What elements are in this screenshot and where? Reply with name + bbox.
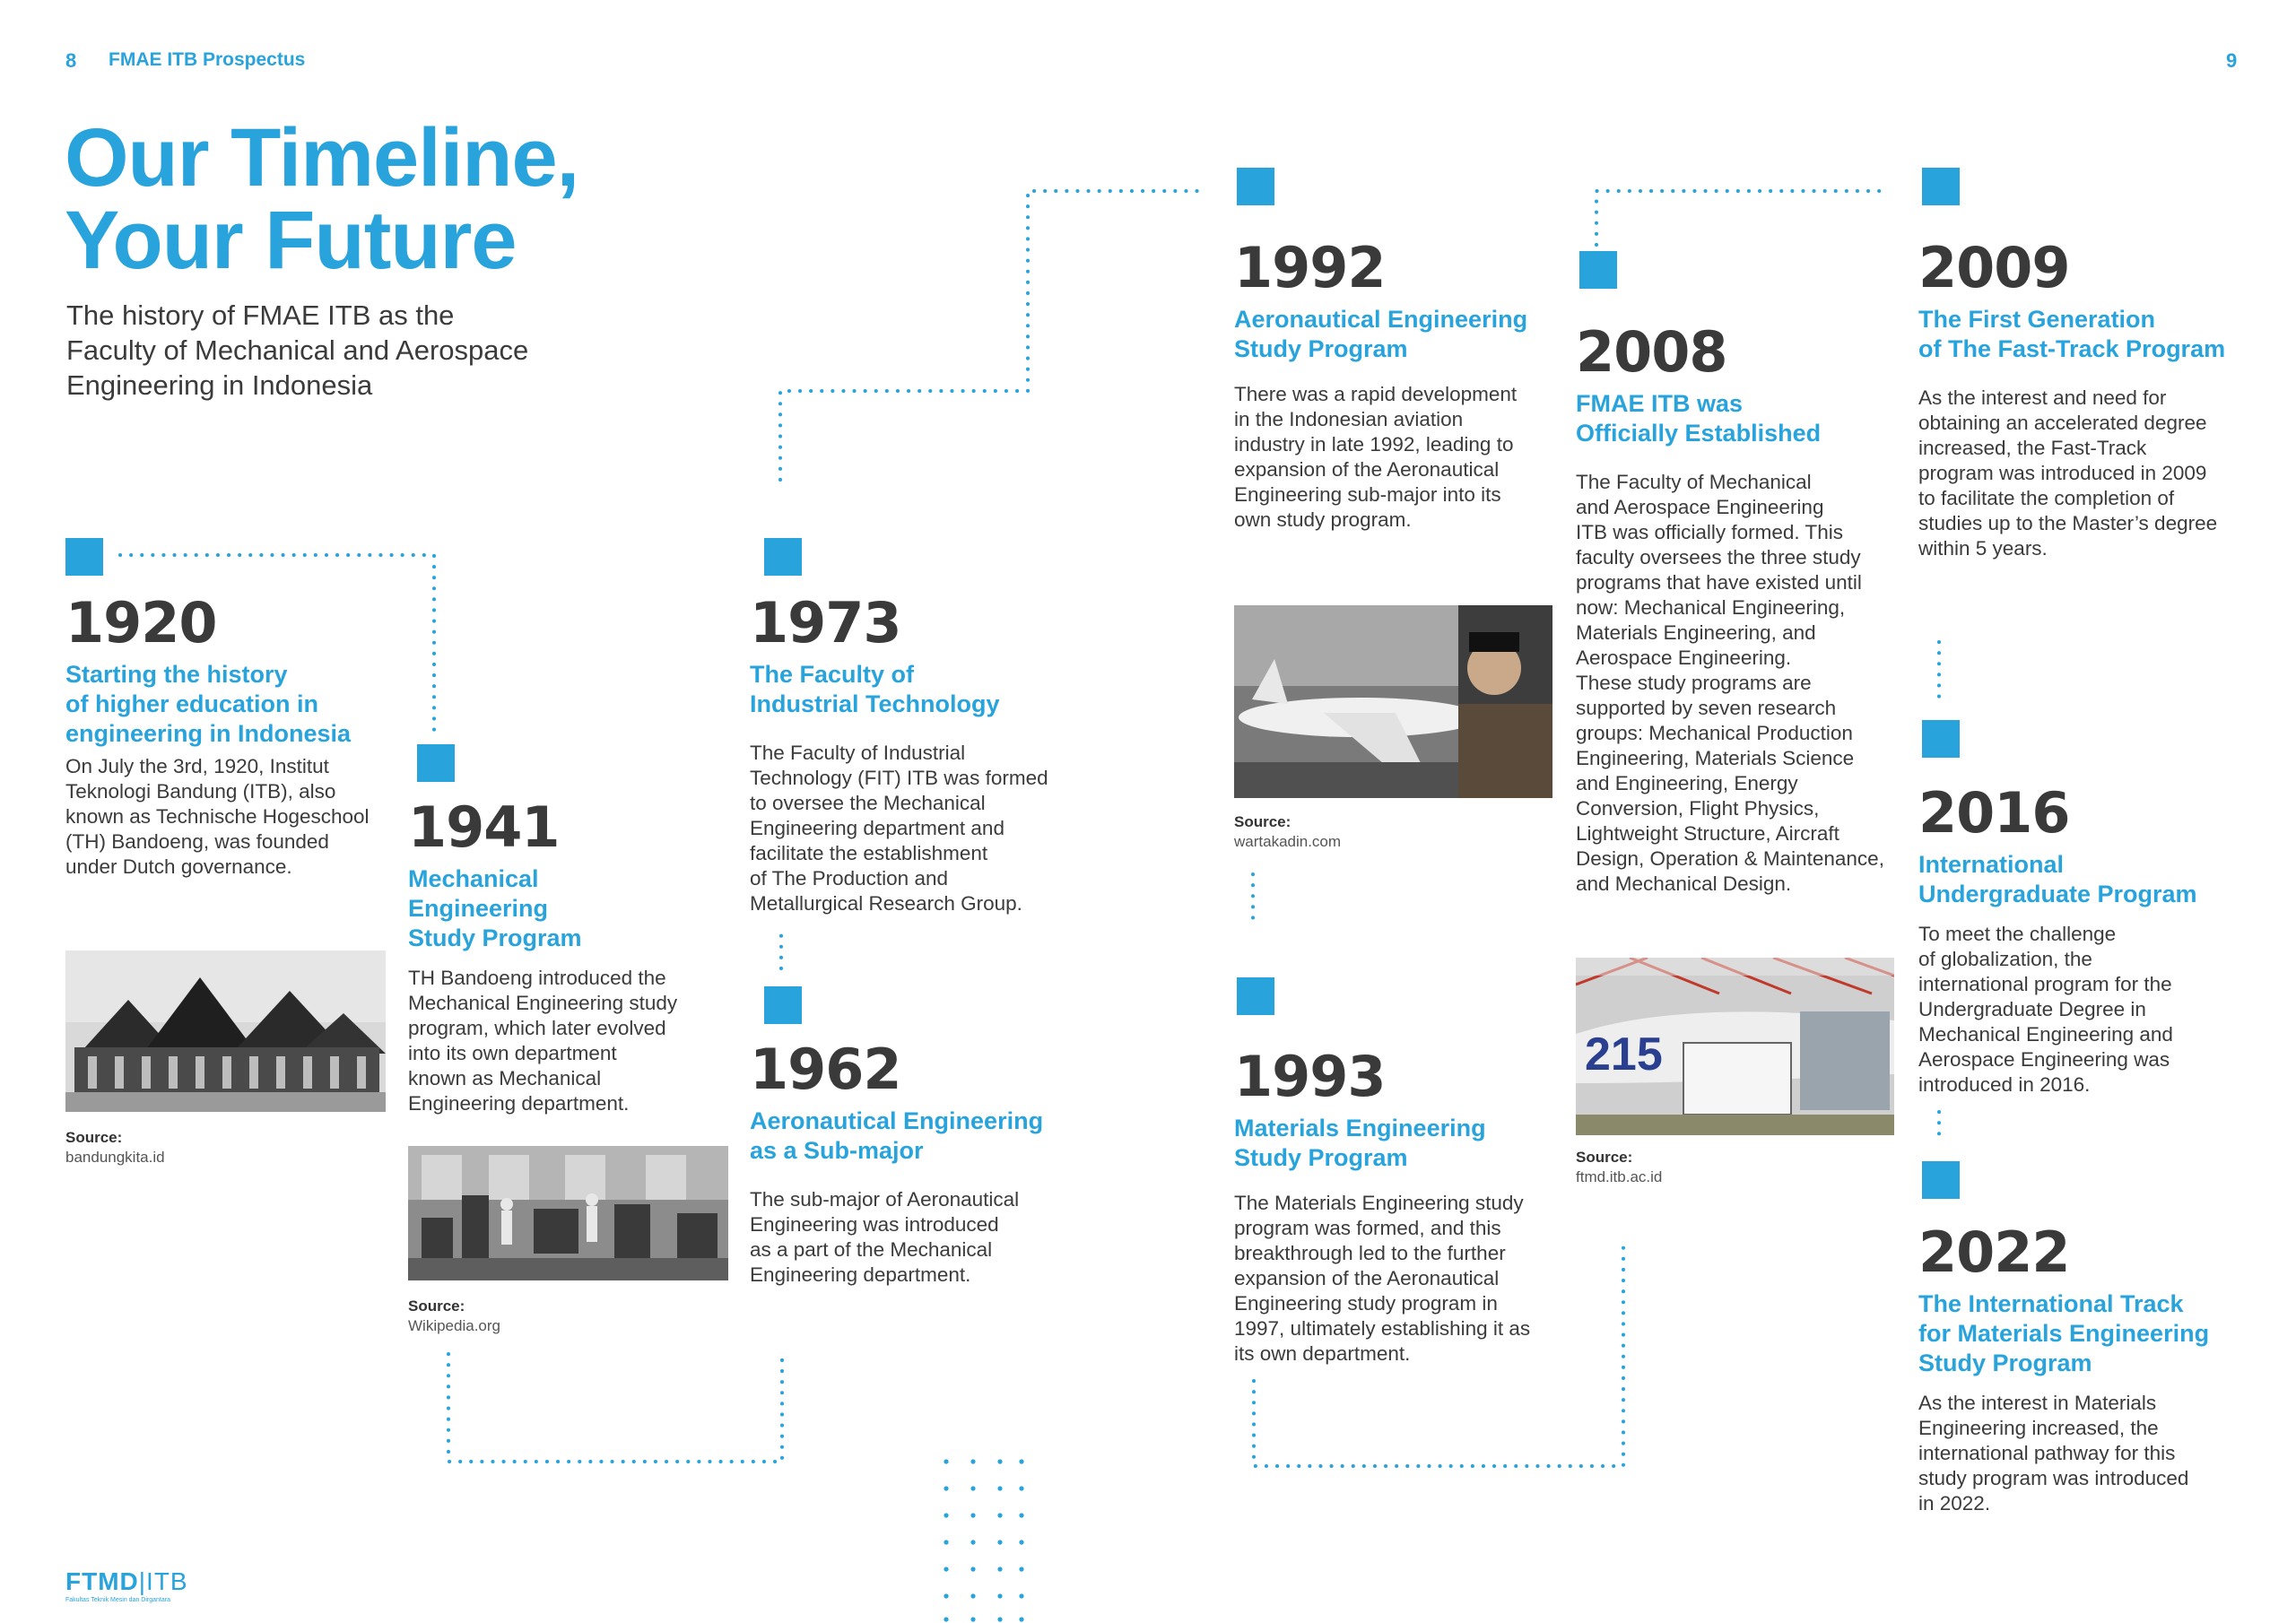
photo-mechanical-workshop	[408, 1146, 728, 1280]
event-title-line: International	[1918, 851, 2065, 878]
description-line: program was formed, and this	[1234, 1217, 1501, 1239]
image-source-1920	[65, 1128, 165, 1167]
svg-text:215: 215	[1585, 1028, 1663, 1081]
timeline-marker-2009	[1922, 168, 1960, 205]
event-year: 1992	[1234, 235, 1386, 300]
timeline-entry-1941	[408, 794, 713, 1116]
event-title-line: Study Program	[408, 924, 582, 951]
description-line: obtaining an accelerated degree	[1918, 412, 2207, 434]
timeline-entry-1973	[750, 590, 1091, 916]
description-line: as a part of the Mechanical	[750, 1238, 993, 1261]
event-year: 1920	[65, 590, 217, 655]
timeline-entry-1920	[65, 590, 397, 880]
event-description	[1234, 382, 1575, 533]
description-line: groups: Mechanical Production	[1576, 722, 1853, 744]
description-line: The sub-major of Aeronautical	[750, 1188, 1020, 1211]
event-title	[65, 660, 397, 749]
event-description	[1918, 386, 2277, 561]
description-line: Engineering sub-major into its	[1234, 483, 1501, 506]
timeline-marker-2022	[1922, 1161, 1960, 1199]
description-line: increased, the Fast-Track	[1918, 437, 2147, 459]
description-line: own study program.	[1234, 508, 1412, 531]
description-line: into its own department	[408, 1042, 617, 1064]
timeline-entry-2016	[1918, 780, 2277, 1098]
event-title-line: Starting the history	[65, 661, 288, 688]
event-title-line: Officially Established	[1576, 420, 1822, 447]
logo-subtitle: Fakultas Teknik Mesin dan Dirgantara	[65, 1597, 170, 1603]
description-line: To meet the challenge	[1918, 923, 2117, 945]
description-line: known as Technische Hogeschool	[65, 805, 370, 828]
timeline-marker-1992	[1237, 168, 1274, 205]
description-line: its own department.	[1234, 1342, 1411, 1365]
description-line: studies up to the Master’s degree	[1918, 512, 2218, 534]
timeline-entry-1992	[1234, 235, 1575, 533]
timeline-marker-2016	[1922, 720, 1960, 758]
description-line: within 5 years.	[1918, 537, 2048, 560]
description-line: Engineering was introduced	[750, 1213, 999, 1236]
description-line: The Faculty of Industrial	[750, 742, 966, 764]
description-line: program, which later evolved	[408, 1017, 666, 1039]
event-title	[1918, 305, 2277, 364]
description-line: Engineering study program in	[1234, 1292, 1498, 1315]
source-label: Source:	[1234, 813, 1292, 830]
description-line: Mechanical Engineering study	[408, 992, 678, 1014]
event-description	[750, 1187, 1091, 1288]
timeline-entry-1962	[750, 1037, 1091, 1288]
description-line: programs that have existed until	[1576, 571, 1862, 594]
event-title	[1234, 305, 1575, 364]
event-title-line: The International Track	[1918, 1290, 2184, 1317]
event-title-line: Industrial Technology	[750, 690, 1000, 717]
logo-separator: |	[138, 1567, 147, 1595]
logo-wordmark	[65, 1567, 188, 1596]
description-line: now: Mechanical Engineering,	[1576, 596, 1846, 619]
event-description	[1576, 470, 1912, 897]
event-title-line: Materials Engineering	[1234, 1115, 1486, 1141]
image-source-1992	[1234, 812, 1341, 852]
subtitle-line: Engineering in Indonesia	[66, 369, 373, 401]
source-value: ftmd.itb.ac.id	[1576, 1168, 1663, 1185]
timeline-marker-1941	[417, 744, 455, 782]
event-year: 2016	[1918, 780, 2070, 846]
event-title-line: FMAE ITB was	[1576, 390, 1744, 417]
event-title	[1918, 850, 2277, 909]
event-title-line: Aeronautical Engineering	[1234, 306, 1528, 333]
event-title	[1576, 389, 1912, 448]
timeline-entry-2022	[1918, 1219, 2277, 1516]
description-line: of The Production and	[750, 867, 948, 890]
description-line: (TH) Bandoeng, was founded	[65, 830, 329, 853]
page-title-line-2: Your Future	[65, 195, 517, 286]
description-line: to facilitate the completion of	[1918, 487, 2175, 509]
logo-ftmd: FTMD	[65, 1567, 139, 1595]
description-line: international program for the	[1918, 973, 2172, 995]
timeline-marker-1973	[764, 538, 802, 576]
document-title: FMAE ITB Prospectus	[109, 49, 306, 70]
description-line: in 2022.	[1918, 1492, 1991, 1515]
description-line: On July the 3rd, 1920, Institut	[65, 755, 329, 777]
description-line: industry in late 1992, leading to	[1234, 433, 1514, 456]
event-title-line: The First Generation	[1918, 306, 2156, 333]
event-title-line: Undergraduate Program	[1918, 881, 2197, 907]
description-line: facilitate the establishment	[750, 842, 988, 864]
description-line: Engineering increased, the	[1918, 1417, 2159, 1439]
event-year: 1941	[408, 794, 560, 860]
description-line: and Aerospace Engineering	[1576, 496, 1824, 518]
description-line: Lightweight Structure, Aircraft	[1576, 822, 1839, 845]
event-title	[750, 660, 1091, 719]
description-line: breakthrough led to the further	[1234, 1242, 1506, 1264]
source-label: Source:	[1576, 1149, 1633, 1166]
description-line: Design, Operation & Maintenance,	[1576, 847, 1884, 870]
description-line: The Materials Engineering study	[1234, 1192, 1524, 1214]
description-line: Engineering department.	[408, 1092, 630, 1115]
description-line: As the interest in Materials	[1918, 1392, 2157, 1414]
description-line: in the Indonesian aviation	[1234, 408, 1464, 430]
timeline-marker-1920	[65, 538, 103, 576]
event-year: 1973	[750, 590, 901, 655]
source-label: Source:	[65, 1129, 123, 1146]
event-year: 2022	[1918, 1219, 2070, 1285]
timeline-entry-1993	[1234, 1044, 1575, 1367]
description-line: As the interest and need for	[1918, 386, 2167, 409]
timeline-marker-1993	[1237, 977, 1274, 1015]
description-line: Engineering, Materials Science	[1576, 747, 1855, 769]
event-title-line: Engineering	[408, 895, 549, 922]
event-description	[1234, 1191, 1575, 1367]
page-number-left: 8	[65, 49, 77, 72]
image-source-1941	[408, 1297, 500, 1336]
event-description	[408, 966, 713, 1116]
event-title-line: of The Fast-Track Program	[1918, 335, 2226, 362]
description-line: and Mechanical Design.	[1576, 872, 1792, 895]
event-title	[408, 864, 713, 953]
event-year: 1962	[750, 1037, 901, 1102]
event-title-line: engineering in Indonesia	[65, 720, 352, 747]
ftmd-itb-logo	[65, 1567, 188, 1604]
photo-aircraft-model	[1234, 605, 1552, 798]
description-line: Aerospace Engineering was	[1918, 1048, 2170, 1071]
description-line: Conversion, Flight Physics,	[1576, 797, 1820, 820]
description-line: Technology (FIT) ITB was formed	[750, 767, 1048, 789]
description-line: Materials Engineering, and	[1576, 621, 1816, 644]
event-title	[750, 1107, 1091, 1166]
event-year: 2009	[1918, 235, 2070, 300]
subtitle-line: The history of FMAE ITB as the	[66, 299, 455, 331]
description-line: known as Mechanical	[408, 1067, 602, 1089]
description-line: faculty oversees the three study	[1576, 546, 1861, 568]
timeline-entry-2008	[1576, 319, 1912, 897]
description-line: and Engineering, Energy	[1576, 772, 1798, 794]
subtitle-line: Faculty of Mechanical and Aerospace	[66, 334, 529, 366]
description-line: program was introduced in 2009	[1918, 462, 2207, 484]
description-line: expansion of the Aeronautical	[1234, 1267, 1500, 1289]
description-line: Metallurgical Research Group.	[750, 892, 1022, 915]
page-title-line-1: Our Timeline,	[65, 112, 579, 204]
timeline-entry-2009	[1918, 235, 2277, 561]
description-line: Mechanical Engineering and	[1918, 1023, 2173, 1046]
description-line: Engineering department and	[750, 817, 1004, 839]
source-value: bandungkita.id	[65, 1149, 165, 1166]
description-line: 1997, ultimately establishing it as	[1234, 1317, 1531, 1340]
event-title	[1234, 1114, 1575, 1173]
description-line: The Faculty of Mechanical	[1576, 471, 1812, 493]
logo-itb: ITB	[146, 1567, 188, 1595]
timeline-marker-1962	[764, 986, 802, 1024]
event-description	[750, 741, 1091, 916]
event-title	[1918, 1289, 2277, 1378]
event-title-line: The Faculty of	[750, 661, 915, 688]
source-label: Source:	[408, 1298, 465, 1315]
event-title-line: of higher education in	[65, 690, 318, 717]
page-number-right: 9	[2226, 49, 2238, 72]
photo-aircraft-hangar	[1576, 958, 1894, 1135]
description-line: international pathway for this	[1918, 1442, 2176, 1464]
page-subtitle	[66, 298, 528, 403]
timeline-marker-2008	[1579, 251, 1617, 289]
description-line: introduced in 2016.	[1918, 1073, 2091, 1096]
event-title-line: Study Program	[1234, 1144, 1408, 1171]
source-value: wartakadin.com	[1234, 833, 1342, 850]
event-title-line: Study Program	[1234, 335, 1408, 362]
event-title-line: as a Sub-major	[750, 1137, 924, 1164]
event-title-line: Aeronautical Engineering	[750, 1107, 1044, 1134]
description-line: Undergraduate Degree in	[1918, 998, 2146, 1020]
image-source-2008	[1576, 1148, 1662, 1187]
event-year: 1993	[1234, 1044, 1386, 1109]
source-value: Wikipedia.org	[408, 1317, 500, 1334]
description-line: ITB was officially formed. This	[1576, 521, 1844, 543]
event-year: 2008	[1576, 319, 1727, 385]
event-title-line: for Materials Engineering	[1918, 1320, 2210, 1347]
description-line: Engineering department.	[750, 1263, 971, 1286]
page-title	[65, 112, 579, 286]
description-line: Teknologi Bandung (ITB), also	[65, 780, 336, 803]
event-description	[65, 754, 397, 880]
description-line: to oversee the Mechanical	[750, 792, 986, 814]
event-description	[1918, 922, 2277, 1098]
description-line: of globalization, the	[1918, 948, 2092, 970]
event-description	[1918, 1391, 2277, 1516]
description-line: There was a rapid development	[1234, 383, 1518, 405]
description-line: study program was introduced	[1918, 1467, 2189, 1489]
description-line: Aerospace Engineering.	[1576, 647, 1792, 669]
event-title-line: Mechanical	[408, 865, 539, 892]
description-line: under Dutch governance.	[65, 855, 292, 878]
description-line: These study programs are	[1576, 672, 1812, 694]
description-line: supported by seven research	[1576, 697, 1837, 719]
event-title-line: Study Program	[1918, 1350, 2092, 1376]
description-line: expansion of the Aeronautical	[1234, 458, 1500, 481]
description-line: TH Bandoeng introduced the	[408, 967, 666, 989]
photo-itb-campus-1920	[65, 950, 386, 1112]
